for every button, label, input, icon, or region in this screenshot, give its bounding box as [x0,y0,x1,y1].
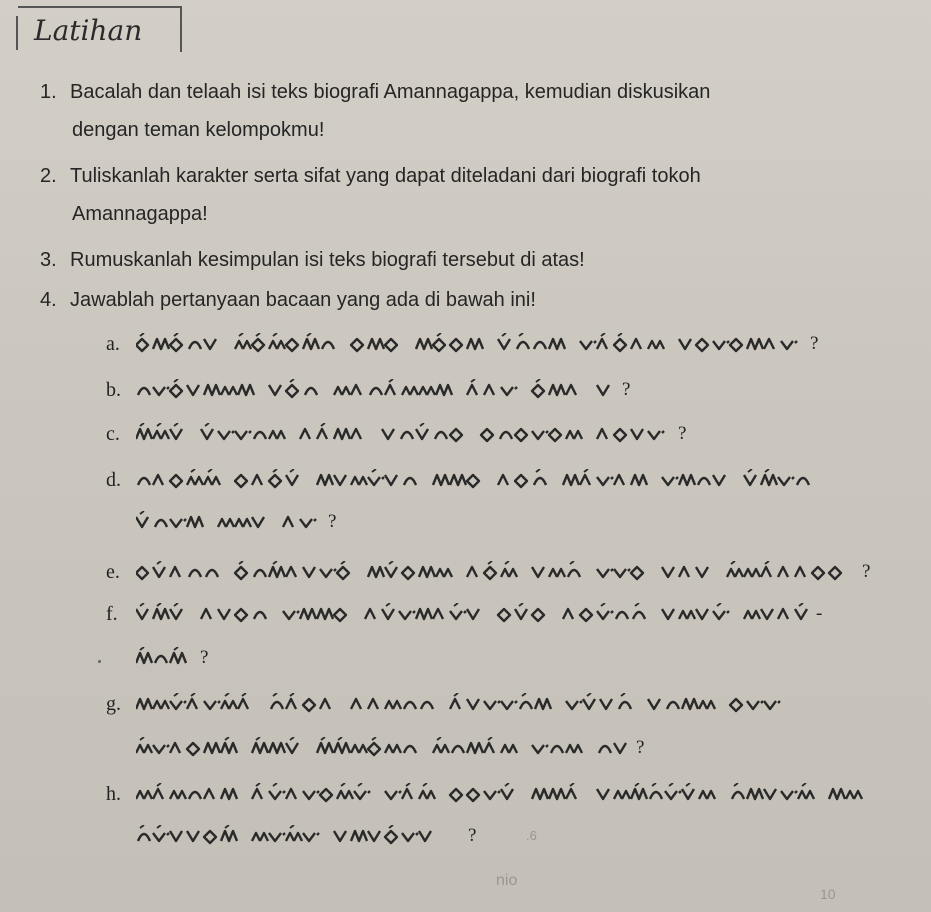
question-mark: ? [678,423,687,444]
question-3 [40,246,585,274]
sub-item-e [106,558,870,586]
lontara-script-line [136,783,876,805]
question-1 [40,78,710,106]
question-2-continuation: Amannagappa! [72,203,208,225]
question-mark: ? [328,511,337,532]
question-mark: ? [200,647,209,668]
lontara-script-line [136,333,808,355]
question-number: 4. [40,289,57,311]
sub-item-letter: g. [106,693,121,715]
lontara-script-line [136,469,826,491]
faint-mark: 10 [820,886,836,902]
sub-item-g [106,690,790,718]
sub-item-f [106,600,822,628]
question-4 [40,286,536,314]
sub-item-h [106,780,878,808]
question-text: Bacalah dan telaah isi teks biografi Amannagappa, kemudian diskusikan [70,81,711,103]
sub-item-letter: a. [106,333,120,355]
lontara-script-line [136,511,326,533]
sub-item-c [106,420,686,448]
lontara-script-line [136,603,814,625]
question-number: 2. [40,165,57,187]
question-text: Jawablah pertanyaan bacaan yang ada di bawah ini! [70,289,536,311]
lontara-script-line [136,825,466,847]
sub-item-letter: d. [106,469,121,491]
sub-item-letter: e. [106,561,120,583]
lontara-script-line [136,693,788,715]
sub-item-d-continuation [136,508,336,536]
sub-item-d [106,466,828,494]
question-mark: ? [622,379,631,400]
line-end: - [816,603,823,624]
lontara-script-line [136,737,634,759]
question-mark: ? [468,825,477,846]
ink-dot [98,660,101,663]
lontara-script-line [136,423,676,445]
question-1-continuation: dengan teman kelompokmu! [72,119,325,141]
sub-item-letter: c. [106,423,120,445]
question-number: 1. [40,81,57,103]
question-2 [40,162,701,190]
sub-item-h-continuation [136,822,476,850]
question-text: Rumuskanlah kesimpulan isi teks biografi tersebut di atas! [70,249,585,271]
sub-item-letter: f. [106,603,118,625]
faint-mark: nio [496,872,518,889]
sub-item-b [106,376,630,404]
question-mark: ? [862,561,871,582]
sub-item-g-continuation [136,734,644,762]
question-mark: ? [636,737,645,758]
question-mark: ? [810,333,819,354]
lontara-script-line [136,647,198,669]
sub-item-letter: h. [106,783,121,805]
question-number: 3. [40,249,57,271]
question-text: Tuliskanlah karakter serta sifat yang dapat diteladani dari biografi tokoh [70,165,701,187]
sub-item-a [106,330,818,358]
lontara-script-line [136,561,860,583]
sub-item-f-continuation [136,644,208,672]
sub-item-letter: b. [106,379,121,401]
page-title: Latihan [34,14,143,47]
faint-mark: .6 [526,828,537,843]
lontara-script-line [136,379,620,401]
